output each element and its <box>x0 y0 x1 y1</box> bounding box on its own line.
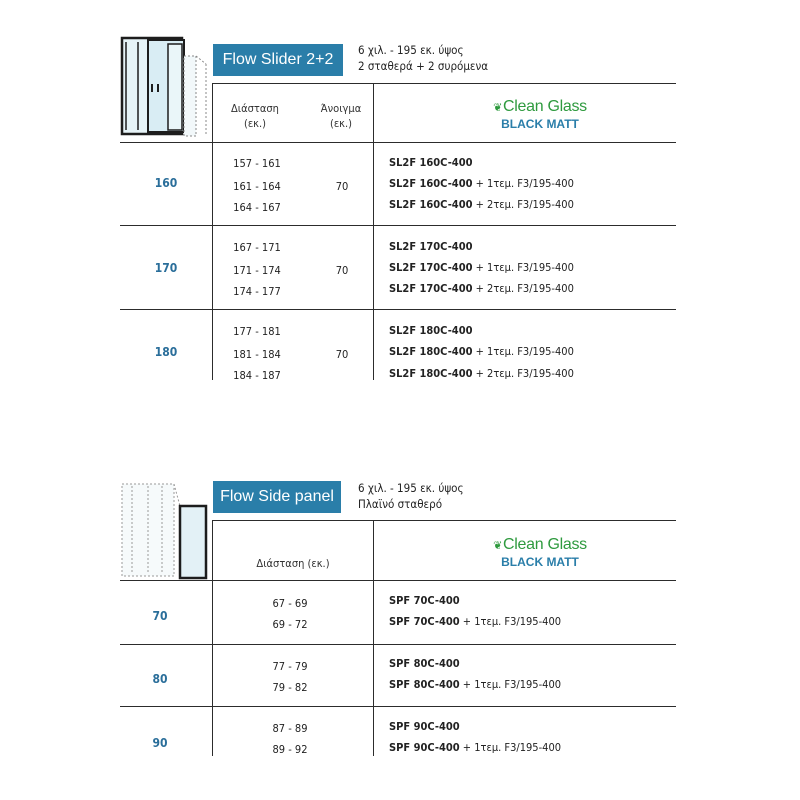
leaf-icon: ❦ <box>493 540 503 552</box>
s1-header-dimension: Διάσταση (εκ.) <box>231 102 279 130</box>
s2-brand-finish: BLACK MATT <box>501 555 579 569</box>
s1-range: 181 - 184 <box>233 348 281 361</box>
leaf-icon: ❦ <box>493 102 503 114</box>
s2-code-line: SPF 80C-400 <box>389 657 460 670</box>
s2-range: 89 - 92 <box>272 743 308 756</box>
s1-grid-hline-row2 <box>120 309 676 310</box>
s1-grid-hline-row1 <box>120 225 676 226</box>
s2-header-dimension: Διάσταση (εκ.) <box>256 557 330 570</box>
s2-range: 87 - 89 <box>272 722 308 735</box>
s1-opening: 70 <box>335 348 349 361</box>
s2-grid-hline-row2 <box>120 706 676 707</box>
s2-code-line: SPF 80C-400 + 1τεμ. F3/195-400 <box>389 678 562 691</box>
side-panel-illustration <box>118 478 210 584</box>
s2-grid-hline-row1 <box>120 644 676 645</box>
s1-range: 157 - 161 <box>233 157 281 170</box>
s1-opening: 70 <box>335 264 349 277</box>
section1-desc-line1: 6 χιλ. - 195 εκ. ύψος <box>358 43 464 57</box>
s1-code-line: SL2F 160C-400 + 2τεμ. F3/195-400 <box>389 198 574 211</box>
s2-row-size: 70 <box>152 609 168 623</box>
s2-range: 69 - 72 <box>272 618 308 631</box>
s1-opening: 70 <box>335 180 349 193</box>
s2-range: 67 - 69 <box>272 597 308 610</box>
s1-range: 167 - 171 <box>233 241 281 254</box>
s2-code-line: SPF 70C-400 + 1τεμ. F3/195-400 <box>389 615 562 628</box>
s1-range: 171 - 174 <box>233 264 281 277</box>
s2-code-line: SPF 90C-400 <box>389 720 460 733</box>
s1-grid-hline-top <box>212 83 676 84</box>
s1-range: 184 - 187 <box>233 369 281 382</box>
s2-grid-hline-top <box>212 520 676 521</box>
s2-row-size: 90 <box>152 736 168 750</box>
s1-row-size: 180 <box>154 345 178 359</box>
s2-code-line: SPF 70C-400 <box>389 594 460 607</box>
s1-code-line: SL2F 160C-400 <box>389 156 473 169</box>
s2-brand-block <box>480 536 600 569</box>
section2-desc-line1: 6 χιλ. - 195 εκ. ύψος <box>358 481 464 495</box>
s1-range: 174 - 177 <box>233 285 281 298</box>
s1-range: 177 - 181 <box>233 325 281 338</box>
s1-code-line: SL2F 180C-400 + 2τεμ. F3/195-400 <box>389 367 574 380</box>
s2-grid-vline-left <box>212 520 213 756</box>
s2-grid-hline-header <box>120 580 676 581</box>
section1-title: Flow Slider 2+2 <box>213 44 343 76</box>
section2-title: Flow Side panel <box>213 481 341 513</box>
s1-row-size: 160 <box>154 176 178 190</box>
s1-grid-hline-header <box>120 142 676 143</box>
s2-range: 77 - 79 <box>272 660 308 673</box>
s2-brand-name: ❦Clean Glass <box>493 536 587 553</box>
s1-code-line: SL2F 160C-400 + 1τεμ. F3/195-400 <box>389 177 574 190</box>
s2-grid-vline-right <box>373 520 374 756</box>
section2-desc-line2: Πλαϊνό σταθερό <box>358 497 443 511</box>
s1-code-line: SL2F 170C-400 + 2τεμ. F3/195-400 <box>389 282 574 295</box>
s1-header-opening: Άνοιγμα (εκ.) <box>320 102 362 130</box>
s1-brand-name: ❦Clean Glass <box>493 98 587 115</box>
s1-brand-block <box>480 98 600 131</box>
side-panel-glass <box>180 506 206 578</box>
s1-code-line: SL2F 180C-400 <box>389 324 473 337</box>
slider-door-illustration <box>118 34 210 140</box>
s1-range: 161 - 164 <box>233 180 281 193</box>
s1-brand-finish: BLACK MATT <box>501 117 579 131</box>
s1-code-line: SL2F 170C-400 <box>389 240 473 253</box>
s2-range: 79 - 82 <box>272 681 308 694</box>
s1-code-line: SL2F 170C-400 + 1τεμ. F3/195-400 <box>389 261 574 274</box>
s1-code-line: SL2F 180C-400 + 1τεμ. F3/195-400 <box>389 345 574 358</box>
section1-desc-line2: 2 σταθερά + 2 συρόμενα <box>358 59 489 73</box>
s1-row-size: 170 <box>154 261 178 275</box>
s2-row-size: 80 <box>152 672 168 686</box>
s1-range: 164 - 167 <box>233 201 281 214</box>
s1-grid-vline-left <box>212 83 213 380</box>
s2-code-line: SPF 90C-400 + 1τεμ. F3/195-400 <box>389 741 562 754</box>
slider-side-panel <box>184 56 196 136</box>
